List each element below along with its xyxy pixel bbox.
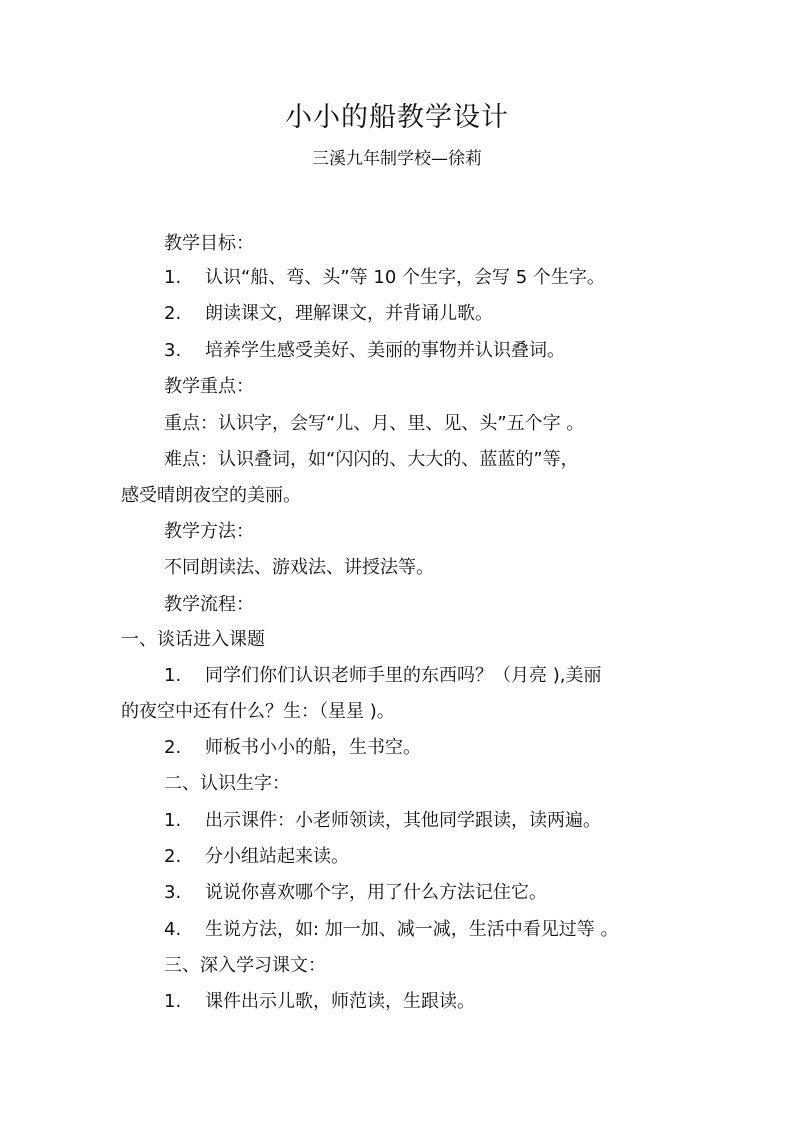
part1-item-number: 1. bbox=[164, 665, 182, 686]
part2-item-number: 1. bbox=[164, 810, 182, 831]
objective-number: 1. bbox=[164, 267, 182, 288]
objective-text: 朗读课文，理解课文，并背诵儿歌。 bbox=[205, 303, 493, 324]
methods-line: 不同朗读法、游戏法、讲授法等。 bbox=[164, 557, 434, 578]
difficulty-line: 难点：认识叠词，如“闪闪的、大大的、蓝蓝的”等， bbox=[164, 449, 579, 470]
part2-item-number: 2. bbox=[164, 846, 182, 867]
objective-number: 3. bbox=[164, 340, 182, 361]
part2-item-text: 说说你喜欢哪个字，用了什么方法记住它。 bbox=[205, 882, 547, 903]
part2-item-text: 出示课件：小老师领读，其他同学跟读，读两遍。 bbox=[205, 810, 601, 831]
part2-heading: 二、认识生字： bbox=[164, 773, 290, 794]
part2-item-text: 生说方法，如: 加一加、减一减，生活中看见过等 。 bbox=[205, 919, 619, 940]
part1-item-continuation: 的夜空中还有什么？生：（星星 )。 bbox=[121, 701, 395, 722]
author-line: 三溪九年制学校—徐莉 bbox=[312, 149, 482, 169]
part3-heading: 三、深入学习课文： bbox=[164, 955, 326, 976]
key-points-heading: 教学重点： bbox=[164, 376, 254, 397]
part2-item-text: 分小组站起来读。 bbox=[205, 846, 349, 867]
part2-item-number: 4. bbox=[164, 919, 182, 940]
difficulty-continuation: 感受晴朗夜空的美丽。 bbox=[121, 485, 301, 506]
objective-text: 认识“船、弯、头”等 10 个生字，会写 5 个生字。 bbox=[205, 267, 605, 288]
objectives-heading: 教学目标： bbox=[164, 233, 254, 254]
part1-item-text: 师板书小小的船，生书空。 bbox=[205, 737, 421, 758]
objective-text: 培养学生感受美好、美丽的事物并认识叠词。 bbox=[205, 340, 565, 361]
part3-item-text: 课件出示儿歌，师范读，生跟读。 bbox=[205, 991, 475, 1012]
methods-heading: 教学方法： bbox=[164, 521, 254, 542]
part1-item-text: 同学们你们认识老师手里的东西吗？（月亮 ),美丽 bbox=[205, 665, 602, 686]
key-point-line: 重点：认识字，会写“儿、月、里、见、头”五个字 。 bbox=[164, 413, 585, 434]
part1-heading: 一、谈话进入课题 bbox=[121, 629, 265, 650]
process-heading: 教学流程： bbox=[164, 594, 254, 615]
document-title: 小小的船教学设计 bbox=[285, 102, 509, 133]
part2-item-number: 3. bbox=[164, 882, 182, 903]
objective-number: 2. bbox=[164, 303, 182, 324]
part3-item-number: 1. bbox=[164, 991, 182, 1012]
part1-item-number: 2. bbox=[164, 737, 182, 758]
